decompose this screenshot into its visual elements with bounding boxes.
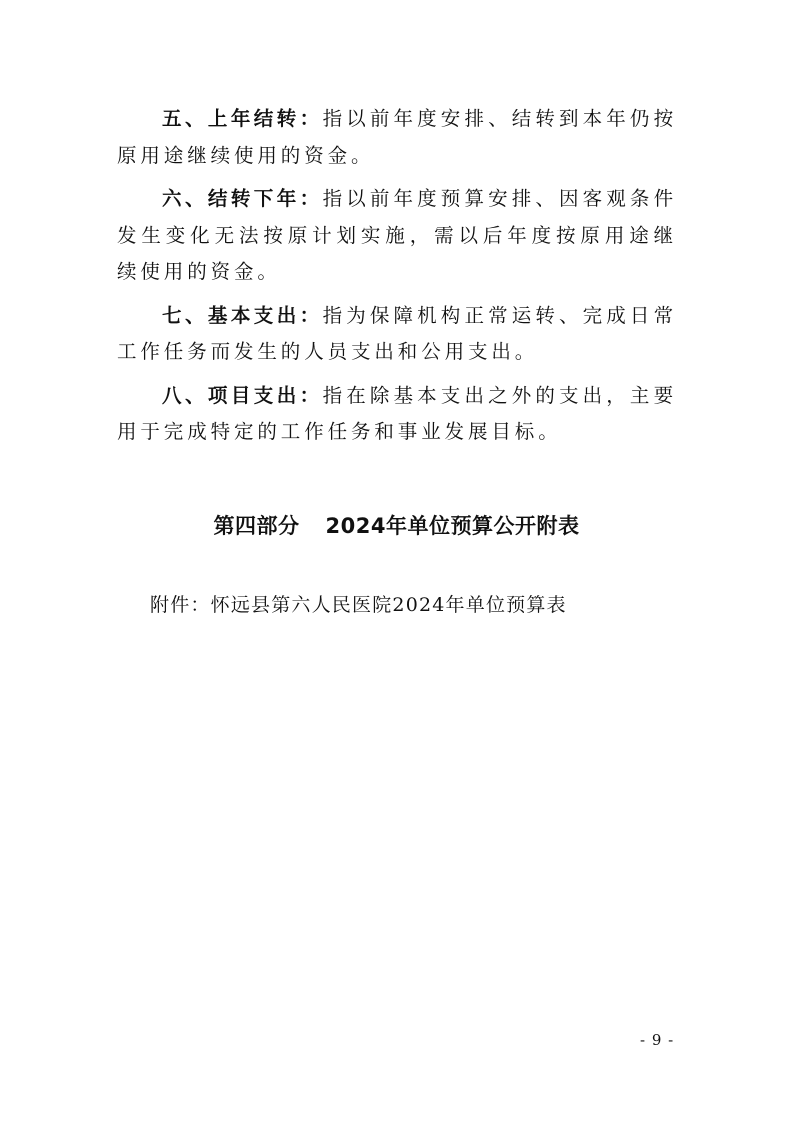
definition-text: 指为保障机构正常运转、完成日常工作任务而发生的人员支出和公用支出。 [117,303,677,363]
definition-text: 指以前年度预算安排、因客观条件发生变化无法按原计划实施，需以后年度按原用途继续使用的资金。 [117,187,677,283]
attachment-line: 附件：怀远县第六人民医院2024年单位预算表 [150,594,567,616]
definition-term: 六、结转下年： [162,187,323,210]
definition-term: 七、基本支出： [162,303,323,327]
definitions-list [117,101,677,458]
definition-carryover-prior-year [117,101,677,174]
page-number: - 9 - [640,1031,675,1049]
definition-term: 八、项目支出： [162,383,323,407]
definition-project-expenditure [117,378,677,451]
definition-text: 指在除基本支出之外的支出，主要用于完成特定的工作任务和事业发展目标。 [117,383,677,443]
definition-carryover-next-year [117,181,677,291]
section-title-text: 2024年单位预算公开附表 [325,514,580,538]
definition-text: 指以前年度安排、结转到本年仍按原用途继续使用的资金。 [117,107,677,167]
definition-basic-expenditure [117,298,677,371]
section-title [0,510,793,540]
definition-term: 五、上年结转： [162,107,323,130]
section-part: 第四部分 [213,514,300,538]
